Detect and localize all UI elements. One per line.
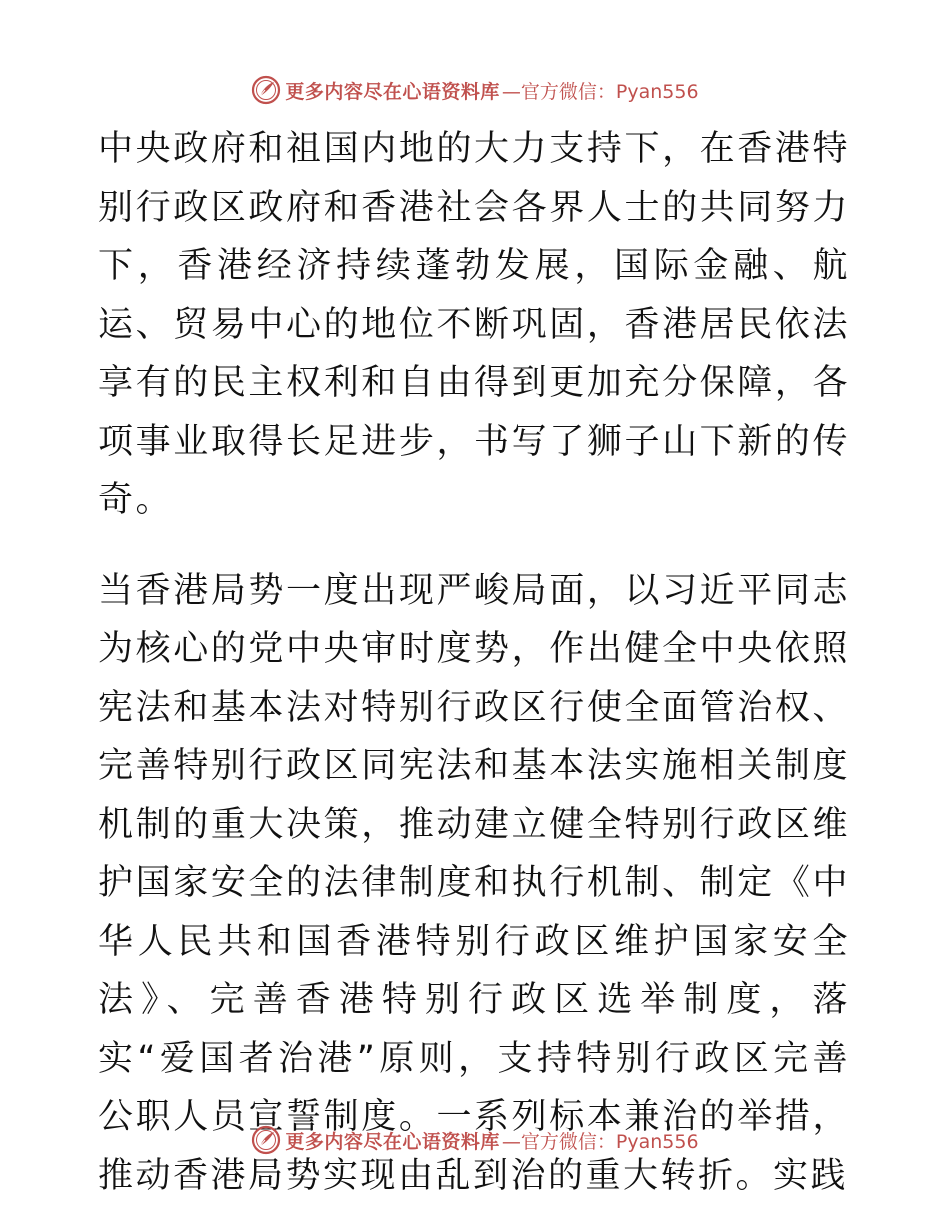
footer-watermark xyxy=(0,1122,950,1158)
paragraph: 当香港局势一度出现严峻局面，以习近平同志为核心的党中央审时度势，作出健全中央依照宪法和基本法对特别行政区行使全面管治权、完善特别行政区同宪法和基本法实施相关制度机制的重大决策，推动建立健全特别行政区维护国家安全的法律制度和执行机制、制定《中华人民共和国香港特别行政区维护国家安全法》、完善香港特别行政区选举制度，落实“爱国者治港”原则，支持特别行政区完善公职人员宣誓制度。一系列标本兼治的举措，推动香港局势实现由乱到治的重大转折。实践 xyxy=(98,570,850,1196)
document-body xyxy=(98,120,850,1205)
quill-logo-icon xyxy=(251,1125,281,1155)
paragraph: 中央政府和祖国内地的大力支持下，在香港特别行政区政府和香港社会各界人士的共同努力下，香港经济持续蓬勃发展，国际金融、航运、贸易中心的地位不断巩固，香港居民依法享有的民主权利和自由得到更加充分保障，各项事业取得长足进步，书写了狮子山下新的传奇。 xyxy=(98,129,850,520)
watermark-contact-text: —官方微信：Pyan556 xyxy=(501,80,699,103)
watermark-main-text: 更多内容尽在心语资料库 xyxy=(285,1130,500,1153)
watermark-contact-text: —官方微信：Pyan556 xyxy=(501,1130,699,1153)
quill-logo-icon xyxy=(251,75,281,105)
header-watermark xyxy=(0,72,950,108)
watermark-main-text: 更多内容尽在心语资料库 xyxy=(285,80,500,103)
